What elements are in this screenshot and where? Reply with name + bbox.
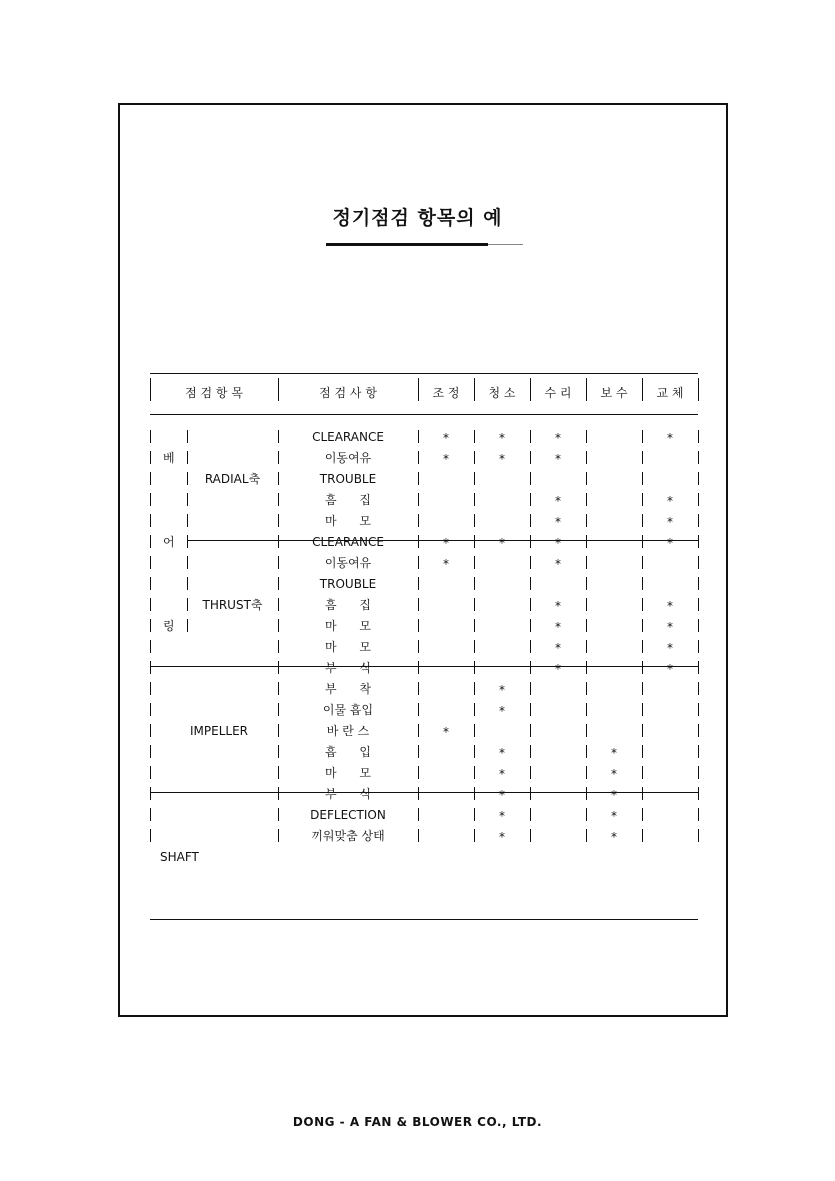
row-divider bbox=[530, 430, 531, 443]
check-mark: * bbox=[555, 536, 561, 550]
thrust-shaft-label: THRUST축 bbox=[202, 598, 263, 612]
row-divider bbox=[474, 493, 475, 506]
check-mark: * bbox=[667, 536, 673, 550]
row-divider bbox=[418, 535, 419, 548]
check-mark: * bbox=[443, 725, 449, 739]
row-divider bbox=[698, 451, 699, 464]
inspection-detail-cell: TROUBLE bbox=[319, 472, 377, 486]
row-divider bbox=[418, 430, 419, 443]
check-mark: * bbox=[499, 536, 505, 550]
row-divider bbox=[530, 577, 531, 590]
page-frame bbox=[118, 103, 728, 1017]
row-divider bbox=[530, 598, 531, 611]
radial-shaft-label: RADIAL축 bbox=[204, 472, 261, 486]
row-divider bbox=[586, 724, 587, 737]
bearing-label-char-2: 어 bbox=[163, 535, 175, 549]
row-divider bbox=[150, 493, 151, 506]
row-divider bbox=[418, 766, 419, 779]
row-divider bbox=[150, 556, 151, 569]
row-divider bbox=[642, 787, 643, 800]
row-divider bbox=[150, 577, 151, 590]
row-divider bbox=[698, 724, 699, 737]
row-divider bbox=[418, 745, 419, 758]
row-divider bbox=[642, 598, 643, 611]
check-mark: * bbox=[499, 452, 505, 466]
row-divider bbox=[474, 598, 475, 611]
inspection-detail-cell: 흠 집 bbox=[324, 598, 372, 612]
inspection-detail-cell: 부 식 bbox=[324, 661, 372, 675]
table-top-rule bbox=[150, 373, 698, 374]
check-mark: * bbox=[443, 536, 449, 550]
row-divider bbox=[642, 724, 643, 737]
check-mark: * bbox=[555, 515, 561, 529]
row-divider bbox=[474, 787, 475, 800]
row-divider bbox=[698, 745, 699, 758]
row-divider bbox=[530, 535, 531, 548]
check-mark: * bbox=[667, 494, 673, 508]
row-divider bbox=[586, 598, 587, 611]
check-mark: * bbox=[667, 620, 673, 634]
row-divider bbox=[642, 472, 643, 485]
row-divider bbox=[150, 472, 151, 485]
inspection-detail-cell: 흡 입 bbox=[324, 745, 372, 759]
title-underline bbox=[326, 243, 488, 246]
row-divider bbox=[474, 766, 475, 779]
check-mark: * bbox=[667, 515, 673, 529]
check-mark: * bbox=[443, 452, 449, 466]
check-mark: * bbox=[667, 662, 673, 676]
row-divider bbox=[698, 787, 699, 800]
row-divider bbox=[586, 430, 587, 443]
row-divider bbox=[150, 703, 151, 716]
row-divider bbox=[150, 661, 151, 674]
check-mark: * bbox=[499, 431, 505, 445]
row-divider bbox=[187, 619, 188, 632]
check-mark: * bbox=[555, 599, 561, 613]
check-mark: * bbox=[555, 557, 561, 571]
row-divider bbox=[698, 829, 699, 842]
row-divider bbox=[530, 619, 531, 632]
check-mark: * bbox=[667, 599, 673, 613]
row-divider bbox=[418, 619, 419, 632]
check-mark: * bbox=[555, 494, 561, 508]
row-divider bbox=[530, 745, 531, 758]
row-divider bbox=[586, 808, 587, 821]
row-divider bbox=[418, 829, 419, 842]
header-clean: 청 소 bbox=[488, 386, 516, 400]
check-mark: * bbox=[499, 704, 505, 718]
header-repair: 수 리 bbox=[544, 386, 572, 400]
row-divider bbox=[530, 451, 531, 464]
inspection-detail-cell: 마 모 bbox=[324, 514, 372, 528]
row-divider bbox=[642, 619, 643, 632]
inspection-detail-cell: DEFLECTION bbox=[310, 808, 386, 822]
row-divider bbox=[150, 682, 151, 695]
row-divider bbox=[474, 640, 475, 653]
header-inspection-item: 점 검 항 목 bbox=[185, 386, 243, 400]
inspection-detail-cell: TROUBLE bbox=[319, 577, 377, 591]
row-divider bbox=[418, 640, 419, 653]
check-mark: * bbox=[611, 788, 617, 802]
check-mark: * bbox=[499, 830, 505, 844]
row-divider bbox=[642, 514, 643, 527]
header-divider bbox=[586, 378, 587, 401]
row-divider bbox=[586, 577, 587, 590]
row-divider bbox=[586, 640, 587, 653]
check-mark: * bbox=[555, 620, 561, 634]
row-divider bbox=[187, 430, 188, 443]
row-divider bbox=[150, 787, 151, 800]
check-mark: * bbox=[499, 683, 505, 697]
header-divider bbox=[530, 378, 531, 401]
row-divider bbox=[586, 535, 587, 548]
row-divider bbox=[530, 808, 531, 821]
check-mark: * bbox=[499, 767, 505, 781]
check-mark: * bbox=[443, 431, 449, 445]
row-divider bbox=[474, 829, 475, 842]
row-divider bbox=[474, 682, 475, 695]
row-divider bbox=[150, 514, 151, 527]
check-mark: * bbox=[499, 809, 505, 823]
row-divider bbox=[150, 829, 151, 842]
row-divider bbox=[586, 766, 587, 779]
row-divider bbox=[586, 829, 587, 842]
row-divider bbox=[586, 451, 587, 464]
table-bottom-rule bbox=[150, 919, 698, 920]
row-divider bbox=[474, 577, 475, 590]
check-mark: * bbox=[555, 641, 561, 655]
check-mark: * bbox=[667, 431, 673, 445]
row-divider bbox=[187, 535, 188, 548]
header-divider bbox=[698, 378, 699, 401]
row-divider bbox=[530, 682, 531, 695]
row-divider bbox=[586, 787, 587, 800]
row-divider bbox=[187, 556, 188, 569]
row-divider bbox=[642, 682, 643, 695]
inspection-detail-cell: CLEARANCE bbox=[312, 535, 384, 549]
row-divider bbox=[642, 577, 643, 590]
check-mark: * bbox=[611, 809, 617, 823]
row-divider bbox=[698, 619, 699, 632]
row-divider bbox=[150, 598, 151, 611]
check-mark: * bbox=[443, 557, 449, 571]
inspection-detail-cell: 마 모 bbox=[324, 619, 372, 633]
row-divider bbox=[698, 598, 699, 611]
row-divider bbox=[642, 829, 643, 842]
bearing-label-char-3: 링 bbox=[163, 619, 175, 633]
inspection-detail-cell: 이동여유 bbox=[324, 451, 372, 465]
header-divider bbox=[642, 378, 643, 401]
row-divider bbox=[698, 493, 699, 506]
row-divider bbox=[698, 661, 699, 674]
row-divider bbox=[642, 556, 643, 569]
check-mark: * bbox=[611, 767, 617, 781]
row-divider bbox=[698, 808, 699, 821]
row-divider bbox=[530, 640, 531, 653]
row-divider bbox=[698, 514, 699, 527]
row-divider bbox=[530, 766, 531, 779]
row-divider bbox=[474, 472, 475, 485]
header-replace: 교 체 bbox=[656, 386, 684, 400]
row-divider bbox=[642, 703, 643, 716]
row-divider bbox=[187, 598, 188, 611]
row-divider bbox=[418, 682, 419, 695]
row-divider bbox=[698, 640, 699, 653]
row-divider bbox=[418, 787, 419, 800]
row-divider bbox=[530, 493, 531, 506]
check-mark: * bbox=[667, 641, 673, 655]
row-divider bbox=[187, 514, 188, 527]
row-divider bbox=[586, 682, 587, 695]
inspection-detail-cell: 끼워맞춤 상태 bbox=[311, 829, 385, 843]
row-divider bbox=[530, 724, 531, 737]
inspection-detail-cell: 바 란 스 bbox=[326, 724, 370, 738]
check-mark: * bbox=[555, 431, 561, 445]
check-mark: * bbox=[611, 830, 617, 844]
row-divider bbox=[586, 514, 587, 527]
header-bottom-rule bbox=[150, 414, 698, 415]
row-divider bbox=[530, 661, 531, 674]
row-divider bbox=[586, 703, 587, 716]
row-divider bbox=[474, 619, 475, 632]
row-divider bbox=[586, 556, 587, 569]
row-divider bbox=[474, 703, 475, 716]
impeller-label: IMPELLER bbox=[189, 724, 248, 738]
header-divider bbox=[474, 378, 475, 401]
row-divider bbox=[150, 451, 151, 464]
inspection-detail-cell: 마 모 bbox=[324, 766, 372, 780]
row-divider bbox=[150, 535, 151, 547]
row-divider bbox=[474, 808, 475, 821]
row-divider bbox=[418, 493, 419, 506]
row-divider bbox=[530, 829, 531, 842]
row-divider bbox=[530, 787, 531, 800]
row-divider bbox=[150, 745, 151, 758]
row-divider bbox=[698, 556, 699, 569]
row-divider bbox=[150, 766, 151, 779]
row-divider bbox=[586, 745, 587, 758]
row-divider bbox=[418, 451, 419, 464]
row-divider bbox=[642, 451, 643, 464]
bearing-label-char-1: 베 bbox=[163, 451, 175, 465]
row-divider bbox=[418, 598, 419, 611]
row-divider bbox=[474, 430, 475, 443]
row-divider bbox=[474, 451, 475, 464]
row-divider bbox=[698, 535, 699, 548]
row-divider bbox=[530, 703, 531, 716]
row-divider bbox=[586, 619, 587, 632]
check-mark: * bbox=[499, 746, 505, 760]
row-divider bbox=[418, 703, 419, 716]
row-divider bbox=[642, 661, 643, 674]
row-divider bbox=[187, 493, 188, 506]
row-divider bbox=[474, 745, 475, 758]
row-divider bbox=[418, 514, 419, 527]
row-divider bbox=[698, 682, 699, 695]
inspection-detail-cell: 흠 집 bbox=[324, 493, 372, 507]
check-mark: * bbox=[555, 662, 561, 676]
row-divider bbox=[530, 472, 531, 485]
row-divider bbox=[586, 661, 587, 674]
row-divider bbox=[530, 556, 531, 569]
row-divider bbox=[150, 619, 151, 631]
page-title: 정기점검 항목의 예 bbox=[332, 207, 503, 229]
check-mark: * bbox=[555, 452, 561, 466]
row-divider bbox=[150, 430, 151, 443]
header-inspection-detail: 점 검 사 항 bbox=[319, 386, 377, 400]
row-divider bbox=[698, 430, 699, 443]
bearing-impeller-divider bbox=[150, 666, 698, 667]
row-divider bbox=[698, 766, 699, 779]
row-divider bbox=[642, 640, 643, 653]
row-divider bbox=[586, 472, 587, 485]
inspection-detail-cell: 이물 흡입 bbox=[322, 703, 374, 717]
row-divider bbox=[530, 514, 531, 527]
company-footer: DONG - A FAN & BLOWER CO., LTD. bbox=[292, 1115, 543, 1129]
row-divider bbox=[418, 577, 419, 590]
row-divider bbox=[418, 724, 419, 737]
row-divider bbox=[150, 808, 151, 821]
row-divider bbox=[474, 661, 475, 674]
row-divider bbox=[418, 808, 419, 821]
inspection-detail-cell: 부 착 bbox=[324, 682, 372, 696]
check-mark: * bbox=[611, 746, 617, 760]
header-divider bbox=[150, 378, 151, 401]
row-divider bbox=[586, 493, 587, 506]
inspection-detail-cell: 마 모 bbox=[324, 640, 372, 654]
header-divider bbox=[278, 378, 279, 401]
row-divider bbox=[474, 556, 475, 569]
row-divider bbox=[418, 472, 419, 485]
row-divider bbox=[642, 808, 643, 821]
row-divider bbox=[474, 514, 475, 527]
check-mark: * bbox=[499, 788, 505, 802]
row-divider bbox=[187, 451, 188, 464]
row-divider bbox=[474, 724, 475, 737]
header-divider bbox=[418, 378, 419, 401]
row-divider bbox=[698, 703, 699, 716]
row-divider bbox=[474, 535, 475, 548]
row-divider bbox=[418, 556, 419, 569]
shaft-label: SHAFT bbox=[160, 850, 199, 864]
header-adjust: 조 정 bbox=[432, 386, 460, 400]
row-divider bbox=[698, 577, 699, 590]
row-divider bbox=[642, 493, 643, 506]
row-divider bbox=[150, 640, 151, 653]
row-divider bbox=[187, 577, 188, 590]
header-maintain: 보 수 bbox=[600, 386, 628, 400]
inspection-detail-cell: 이동여유 bbox=[324, 556, 372, 570]
row-divider bbox=[642, 766, 643, 779]
inspection-detail-cell: 부 식 bbox=[324, 787, 372, 801]
row-divider bbox=[642, 430, 643, 443]
row-divider bbox=[150, 724, 151, 737]
row-divider bbox=[698, 472, 699, 485]
row-divider bbox=[418, 661, 419, 674]
row-divider bbox=[642, 745, 643, 758]
inspection-detail-cell: CLEARANCE bbox=[312, 430, 384, 444]
row-divider bbox=[642, 535, 643, 548]
row-divider bbox=[187, 472, 188, 485]
title-underline-tail bbox=[488, 244, 523, 245]
